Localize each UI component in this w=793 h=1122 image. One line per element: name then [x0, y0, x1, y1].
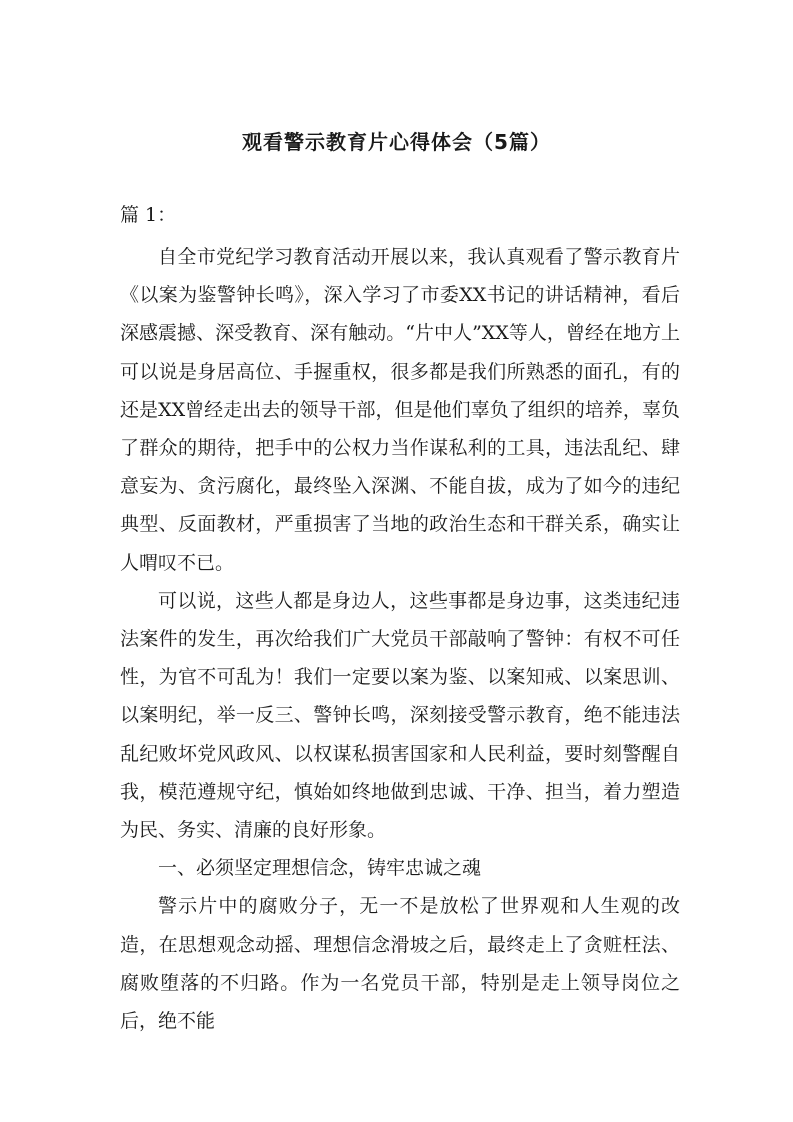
paragraph-3: 警示片中的腐败分子，无一不是放松了世界观和人生观的改造，在思想观念动摇、理想信念滑坡之后，最终走上了贪赃枉法、腐败堕落的不归路。作为一名党员干部，特别是走上领导岗位之后，绝不能 [120, 895, 680, 1033]
paragraph-2: 可以说，这些人都是身边人，这些事都是身边事，这类违纪违法案件的发生，再次给我们广大党员干部敲响了警钟：有权不可任性，为官不可乱为！我们一定要以案为鉴、以案知戒、以案思训、以案明纪，举一反三、警钟长鸣，深刻接受警示教育，绝不能违法乱纪败坏党风政风、以权谋私损害国家和人民利益，要时刻警醒自我，模范遵规守纪，慎始如终地做到忠诚、干净、担当，着力塑造为民、务实、清廉的良好形象。 [120, 589, 680, 842]
document-body [120, 238, 680, 1040]
paragraph-1: 自全市党纪学习教育活动开展以来，我认真观看了警示教育片《以案为鉴警钟长鸣》，深入学习了市委XX书记的讲话精神，看后深感震撼、深受教育、深有触动。“片中人”XX等人，曾经在地方上可以说是身居高位、手握重权，很多都是我们所熟悉的面孔，有的还是XX曾经走出去的领导干部，但是他们辜负了组织的培养，辜负了群众的期待，把手中的公权力当作谋私利的工具，违法乱纪、肆意妄为、贪污腐化，最终坠入深渊、不能自拔，成为了如今的违纪典型、反面教材，严重损害了当地的政治生态和干群关系，确实让人喟叹不已。 [120, 246, 680, 574]
section-label: 篇 1： [120, 204, 177, 226]
section-heading-1: 一、必须坚定理想信念，铸牢忠诚之魂 [158, 857, 482, 880]
document-title: 观看警示教育片心得体会（5篇） [242, 130, 551, 154]
